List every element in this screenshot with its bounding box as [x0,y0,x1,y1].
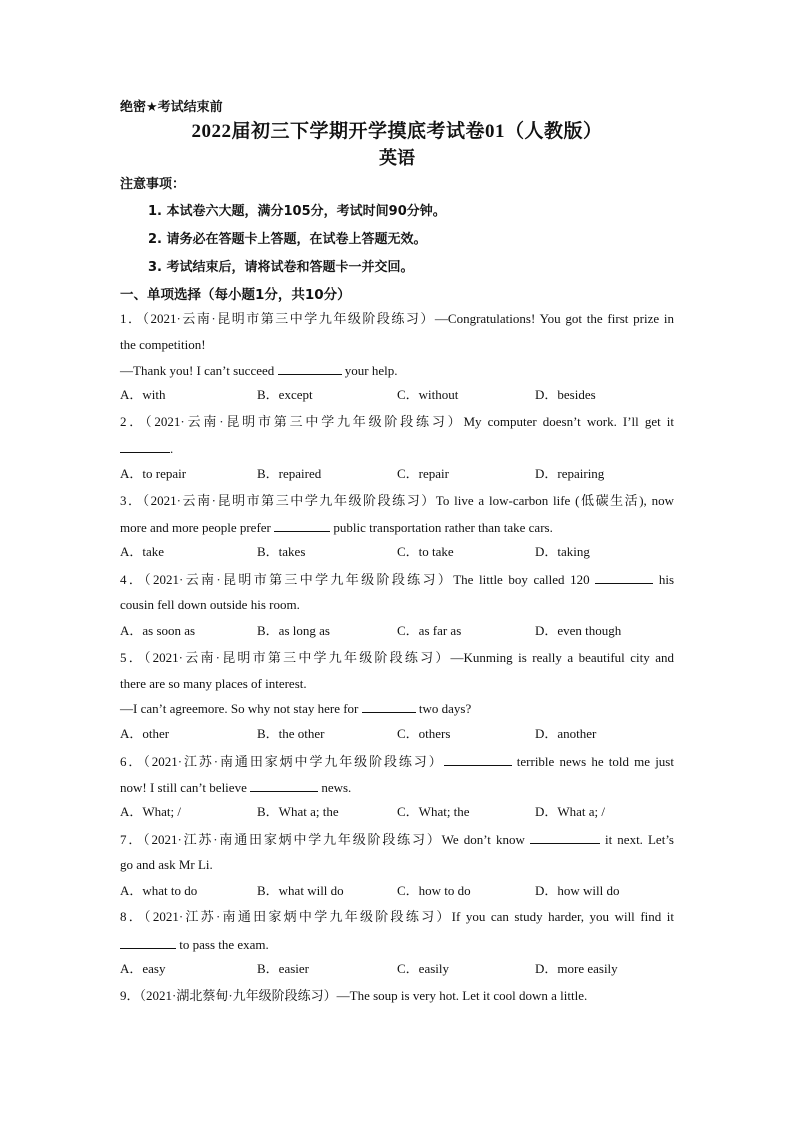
note-item: 3. 考试结束后，请将试卷和答题卡一并交回。 [148,260,414,275]
question-text: 9．（2021·湖北蔡甸·九年级阶段练习）—The soup is very hot. Let it cool down a little. [120,988,588,1003]
option-b[interactable]: B．what will do [257,883,344,898]
question-text: 7．（2021·江苏·南通田家炳中学九年级阶段练习）We don’t know it next. Let’s [120,832,674,847]
question-text: —Thank you! I can’t succeed your help. [120,363,398,378]
option-d[interactable]: D．What a; / [535,804,606,819]
section-title: 一、单项选择（每小题1分，共10分） [120,287,351,303]
answer-blank [120,440,170,453]
option-a[interactable]: A．what to do [120,883,198,898]
option-a[interactable]: A．take [120,544,165,559]
option-d[interactable]: D．how will do [535,883,620,898]
confidential-label: 绝密★考试结束前 [120,100,223,115]
option-a[interactable]: A．What; / [120,804,182,819]
question-text: 2．（2021·云南·昆明市第三中学九年级阶段练习）My computer doesn’t work. I’ll get it [120,414,674,429]
option-c[interactable]: C．easily [397,961,449,976]
option-d[interactable]: D．more easily [535,961,618,976]
answer-blank [278,362,342,375]
answer-blank [120,936,176,949]
question-text: to pass the exam. [120,936,674,953]
option-b[interactable]: B．repaired [257,466,322,481]
option-b[interactable]: B．What a; the [257,804,339,819]
option-d[interactable]: D．besides [535,387,596,402]
question-text: —I can’t agreemore. So why not stay here for two days? [120,701,472,716]
question-text: go and ask Mr Li. [120,857,213,872]
note-item: 2. 请务必在答题卡上答题，在试卷上答题无效。 [148,232,427,247]
question-text: 4．（2021·云南·昆明市第三中学九年级阶段练习）The little boy called 120 his [120,572,674,587]
option-b[interactable]: B．easier [257,961,309,976]
option-c[interactable]: C．What; the [397,804,470,819]
answer-blank [250,779,318,792]
option-b[interactable]: B．takes [257,544,306,559]
question-text: now! I still can’t believe news. [120,780,352,795]
answer-blank [530,831,600,844]
option-a[interactable]: A．easy [120,961,166,976]
option-c[interactable]: C．how to do [397,883,471,898]
note-item: 1. 本试卷六大题，满分105分，考试时间90分钟。 [148,204,446,219]
option-d[interactable]: D．another [535,726,597,741]
question-text: the competition! [120,337,206,352]
question-text: 1．（2021·云南·昆明市第三中学九年级阶段练习）—Congratulations! You got the first prize in [120,311,674,326]
option-c[interactable]: C．others [397,726,451,741]
option-b[interactable]: B．except [257,387,313,402]
option-a[interactable]: A．with [120,387,166,402]
option-b[interactable]: B．the other [257,726,325,741]
question-text: there are so many places of interest. [120,676,307,691]
answer-blank [444,753,512,766]
notes-title: 注意事项： [120,177,186,192]
option-c[interactable]: C．without [397,387,459,402]
option-d[interactable]: D．even though [535,623,622,638]
question-text: 3．（2021·云南·昆明市第三中学九年级阶段练习）To live a low-carbon life (低碳生活), now [120,493,674,508]
question-text: . [120,440,674,457]
question-text: more and more people prefer public transportation rather than take cars. [120,520,553,535]
question-text: cousin fell down outside his room. [120,597,300,612]
question-text: 6．（2021·江苏·南通田家炳中学九年级阶段练习） terrible news he told me just [120,754,674,769]
option-a[interactable]: A．other [120,726,170,741]
option-c[interactable]: C．to take [397,544,454,559]
option-c[interactable]: C．repair [397,466,449,481]
option-b[interactable]: B．as long as [257,623,330,638]
subject-title: 英语 [379,148,415,168]
option-d[interactable]: D．repairing [535,466,605,481]
answer-blank [362,700,416,713]
question-text: 8．（2021·江苏·南通田家炳中学九年级阶段练习）If you can study harder, you will find it [120,909,674,924]
option-a[interactable]: A．as soon as [120,623,196,638]
answer-blank [595,571,653,584]
question-text: 5．（2021·云南·昆明市第三中学九年级阶段练习）—Kunming is really a beautiful city and [120,650,674,665]
option-a[interactable]: A．to repair [120,466,187,481]
exam-title: 2022届初三下学期开学摸底考试卷01（人教版） [191,121,603,142]
option-d[interactable]: D．taking [535,544,590,559]
option-c[interactable]: C．as far as [397,623,462,638]
answer-blank [274,519,330,532]
